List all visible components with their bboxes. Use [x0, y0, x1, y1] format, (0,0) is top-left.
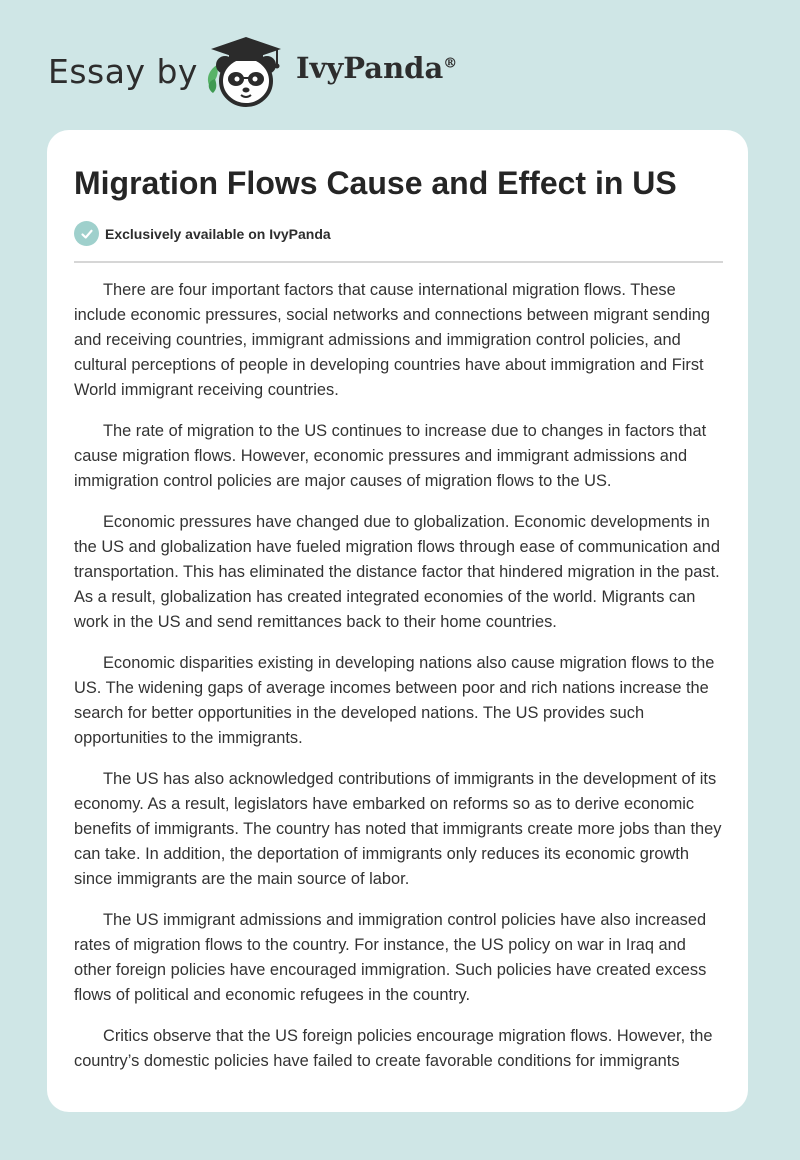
brand-name[interactable] [296, 51, 457, 85]
paragraph: The rate of migration to the US continues to increase due to changes in factors that cause migration flows. However, economic pressures and immigrant admissions and immigration control policies are major causes of migration flows to the US. [74, 422, 707, 490]
paragraph: Critics observe that the US foreign policies encourage migration flows. However, the country’s domestic policies have failed to create favorable conditions for immigrants [74, 1027, 713, 1070]
paragraph: Economic disparities existing in developing nations also cause migration flows to the US. The widening gaps of average incomes between poor and rich nations increase the search for better opportunities in the developed nations. The US provides such opportunities to the immigrants. [74, 654, 715, 747]
essay-card [47, 130, 748, 1112]
brand-label: IvyPanda [296, 51, 444, 85]
page-title: Migration Flows Cause and Effect in US [74, 165, 677, 201]
registered-mark: ® [443, 55, 458, 72]
essay-body [74, 278, 726, 1090]
title-divider [74, 261, 723, 263]
panda-logo-icon[interactable] [203, 35, 289, 109]
paragraph: There are four important factors that cause international migration flows. These include economic pressures, social networks and connections between migrant sending and receiving countries, immigrant admissions and immigration control policies, and cultural perceptions of people in developing countries have about immigration and First World immigrant receiving countries. [74, 281, 710, 399]
exclusive-badge [74, 221, 331, 246]
paragraph: The US has also acknowledged contributions of immigrants in the development of its economy. As a result, legislators have embarked on reforms so as to derive economic benefits of immigrants. The country has noted that immigrants create more jobs than they can take. In addition, the deportation of immigrants only reduces its economic growth since immigrants are the main source of labor. [74, 770, 722, 888]
paragraph: Economic pressures have changed due to globalization. Economic developments in the US and globalization have fueled migration flows through ease of communication and transportation. This has eliminated the distance factor that hindered migration in the past. As a result, globalization has created integrated economies of the world. Migrants can work in the US and send remittances back to their home countries. [74, 513, 721, 631]
exclusive-badge-label: Exclusively available on IvyPanda [105, 225, 331, 242]
paragraph: The US immigrant admissions and immigration control policies have also increased rates of migration flows to the country. For instance, the US policy on war in Iraq and other foreign policies have encouraged immigration. Such policies have created excess flows of political and economic refugees in the country. [74, 911, 707, 1004]
site-header [0, 0, 800, 130]
essay-by-label: Essay by [48, 52, 198, 91]
check-icon [74, 221, 99, 246]
